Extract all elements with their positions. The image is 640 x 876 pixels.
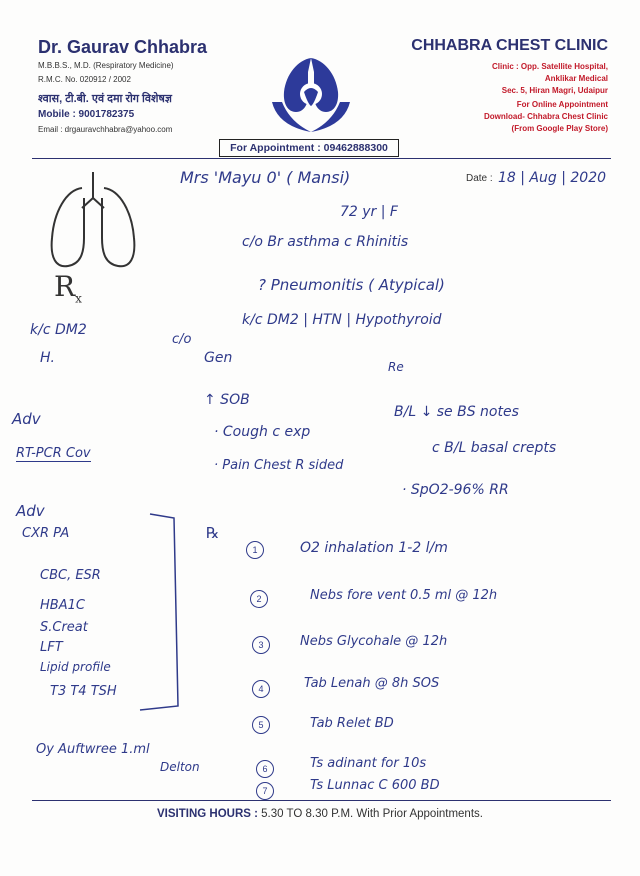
- left-bottom-note: Delton: [160, 760, 200, 774]
- online-appointment-line: For Online Appointment: [516, 100, 608, 109]
- complaint-item: ↑ SOB: [204, 392, 250, 408]
- left-note: k/c DM2: [30, 322, 87, 338]
- rx-symbol: $R_x$: [54, 270, 82, 306]
- diagnosis-line: c/o Br asthma c Rhinitis: [242, 234, 409, 250]
- complaint-item: · Pain Chest R sided: [214, 458, 344, 473]
- prescription-item: Nebs fore vent 0.5 ml @ 12h: [310, 588, 498, 603]
- test-item: HBA1C: [40, 598, 85, 613]
- clinic-address-line: Clinic : Opp. Satellite Hospital,: [491, 62, 608, 71]
- item-number: 1: [246, 541, 264, 559]
- clinic-address-line: Sec. 5, Hiran Magri, Udaipur: [501, 86, 608, 95]
- mobile-number: Mobile : 9001782375: [38, 109, 135, 120]
- advice-label: Adv: [12, 410, 41, 428]
- test-item: T3 T4 TSH: [50, 684, 117, 699]
- item-number: 2: [250, 590, 268, 608]
- prescription-item: Tab Lenah @ 8h SOS: [304, 676, 440, 691]
- exam-label: Re: [388, 360, 404, 374]
- item-number: 7: [256, 782, 274, 800]
- item-number: 5: [252, 716, 270, 734]
- test-item: RT-PCR Cov: [16, 446, 91, 461]
- prescription-item: Ts Lunnac C 600 BD: [310, 778, 440, 793]
- date-label: Date :: [466, 173, 493, 184]
- test-item: LFT: [40, 640, 63, 655]
- prescription-item: O2 inhalation 1-2 l/m: [300, 540, 448, 556]
- clinic-address-line: Anklikar Medical: [544, 74, 608, 83]
- exam-finding: B/L ↓ se BS notes: [394, 404, 519, 420]
- rmc-number: R.M.C. No. 020912 / 2002: [38, 75, 131, 84]
- patient-name: Mrs 'Mayu 0' ( Mansi): [180, 168, 351, 187]
- qualification: M.B.B.S., M.D. (Respiratory Medicine): [38, 61, 174, 70]
- item-number: 4: [252, 680, 270, 698]
- clinic-name: CHHABRA CHEST CLINIC: [411, 37, 608, 54]
- left-bottom-note: Oy Auftwree 1.ml: [36, 742, 150, 757]
- test-item: Lipid profile: [40, 660, 111, 674]
- online-appointment-line: Download- Chhabra Chest Clinic: [483, 112, 608, 121]
- doctor-name: Dr. Gaurav Chhabra: [38, 37, 208, 57]
- item-number: 6: [256, 760, 274, 778]
- test-item: CXR PA: [22, 526, 70, 541]
- footer-rule: [32, 800, 611, 801]
- visiting-hours: VISITING HOURS : 5.30 TO 8.30 P.M. With Prior Appointments.: [157, 808, 483, 820]
- left-note: H.: [40, 350, 55, 366]
- header-rule: [32, 158, 611, 159]
- exam-finding: · SpO2-96% RR: [402, 482, 509, 498]
- prescription-item: Ts adinant for 10s: [310, 756, 427, 771]
- rx-mark: ℞: [206, 524, 220, 542]
- email-address: Email : drgauravchhabra@yahoo.com: [38, 125, 173, 134]
- clinic-logo: [268, 52, 354, 138]
- complaint-label: c/o: [172, 332, 192, 347]
- test-item: CBC, ESR: [40, 568, 101, 583]
- test-item: S.Creat: [40, 620, 88, 635]
- diagnosis-line: ? Pneumonitis ( Atypical): [258, 276, 445, 294]
- advice-label: Adv: [16, 502, 45, 520]
- item-number: 3: [252, 636, 270, 654]
- tests-bracket: [130, 510, 190, 720]
- general-label: Gen: [204, 350, 233, 366]
- date-value: 18 | Aug | 2020: [498, 170, 607, 186]
- prescription-item: Nebs Glycohale @ 12h: [300, 634, 448, 649]
- complaint-item: · Cough c exp: [214, 424, 311, 440]
- appointment-box: For Appointment : 09462888300: [219, 139, 399, 157]
- prescription-item: Tab Relet BD: [310, 716, 394, 731]
- exam-finding: c B/L basal crepts: [432, 440, 557, 456]
- online-appointment-line: (From Google Play Store): [511, 124, 608, 133]
- specialty-hindi: श्वास, टी.बी. एवं दमा रोग विशेषज्ञ: [38, 93, 172, 105]
- age-sex: 72 yr | F: [340, 204, 398, 220]
- lungs-icon: [48, 168, 138, 273]
- diagnosis-line: k/c DM2 | HTN | Hypothyroid: [242, 312, 442, 328]
